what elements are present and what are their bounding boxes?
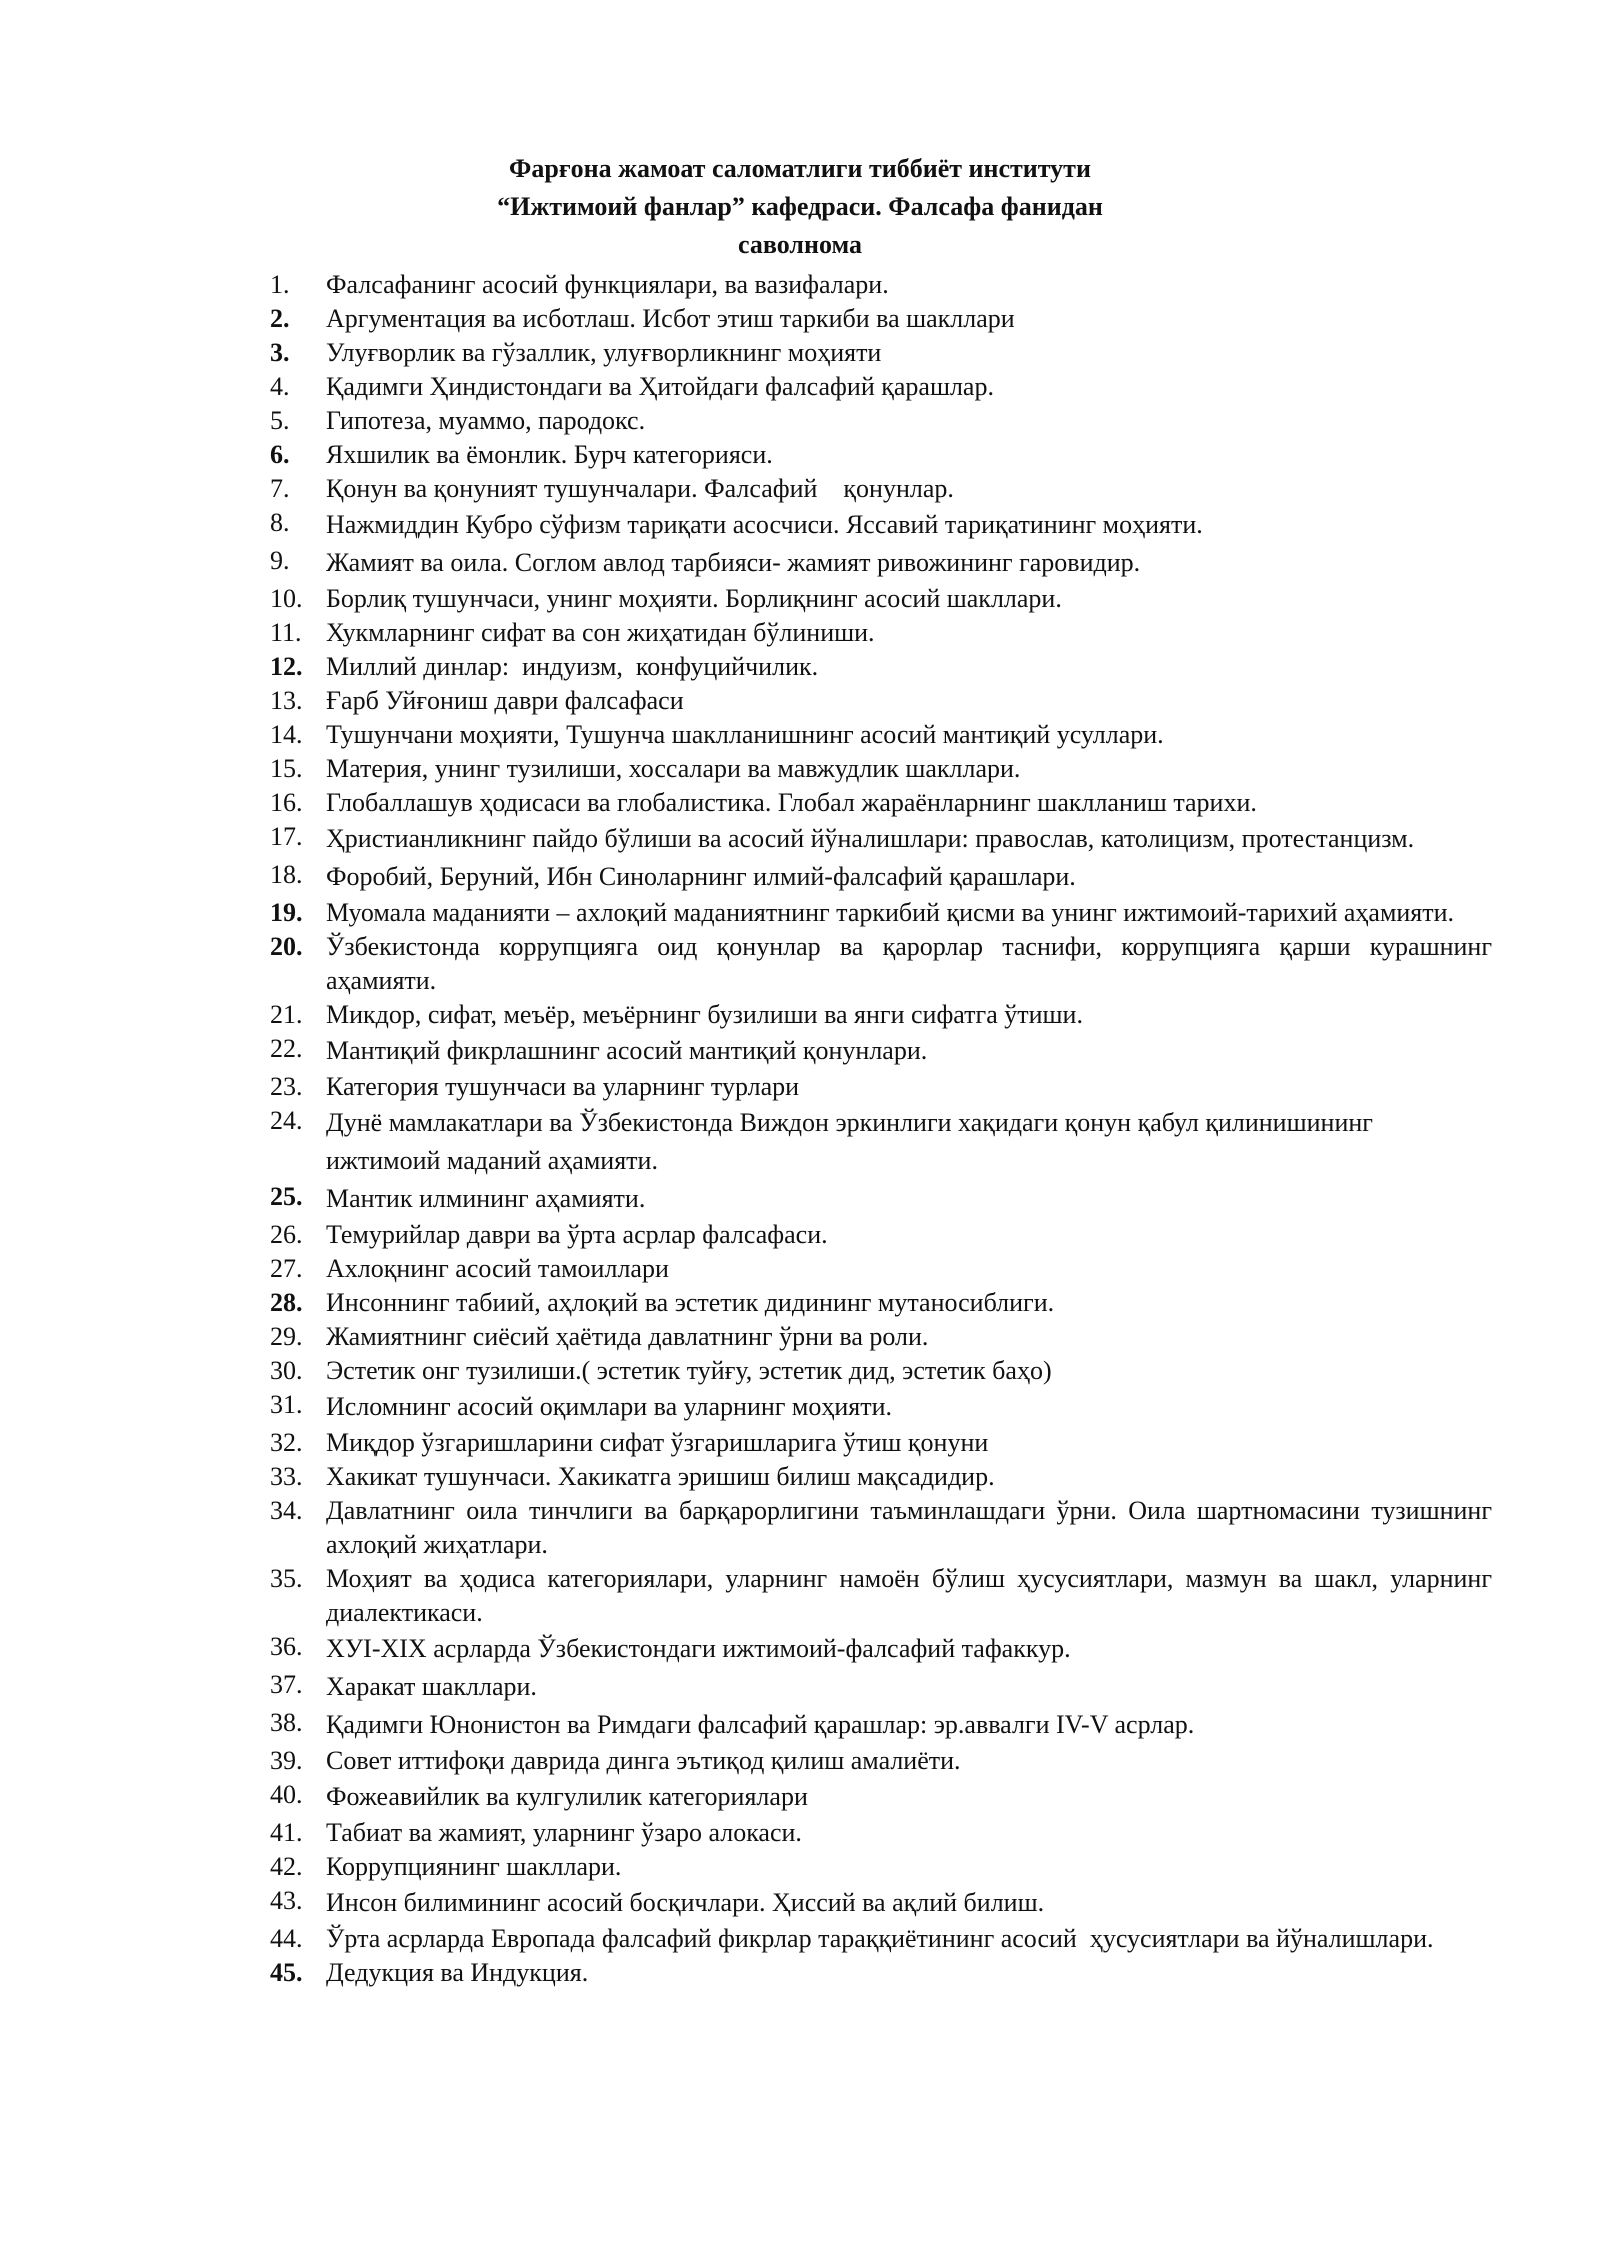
question-text: Хукмларнинг сифат ва сон жиҳатидан бўлиниши.: [326, 618, 875, 647]
question-number: 13.: [270, 686, 303, 715]
question-text: Фалсафанинг асосий функциялари, ва вазифалари.: [326, 270, 889, 299]
question-number: 31.: [270, 1390, 303, 1419]
question-text: Глобаллашув ҳодисаси ва глобалистика. Глобал жараёнларнинг шаклланиш тарихи.: [326, 788, 1257, 817]
question-text: Қонун ва қонуният тушунчалари. Фалсафий қонунлар.: [326, 474, 954, 503]
question-item: [270, 1706, 1492, 1744]
question-text: Форобий, Беруний, Ибн Синоларнинг илмий-фалсафий қарашлари.: [326, 862, 1076, 891]
question-item: [270, 1778, 1492, 1816]
question-text: Мантиқий фикрлашнинг асосий мантиқий қонунлари.: [326, 1036, 928, 1065]
question-item: [270, 896, 1492, 930]
question-text: Муомала маданияти – ахлоқий маданиятнинг таркибий қисми ва унинг ижтимоий-тарихий аҳамияти.: [326, 898, 1455, 927]
question-text: Гипотеза, муаммо, пародокс.: [326, 406, 646, 435]
question-item: [270, 472, 1492, 506]
question-item: [270, 1286, 1492, 1320]
question-text: Жамият ва оила. Соглом авлод тарбияси- жамият ривожининг гаровидир.: [326, 548, 1141, 577]
question-number: 36.: [270, 1632, 303, 1661]
question-item: [270, 1070, 1492, 1104]
question-number: 39.: [270, 1746, 303, 1775]
question-text: Борлиқ тушунчаси, унинг моҳияти. Борлиқнинг асосий шакллари.: [326, 584, 1062, 613]
question-item: [270, 1850, 1492, 1884]
question-item: [270, 1104, 1492, 1180]
question-text: Ўзбекистонда коррупцияга оид қонунлар ва қарорлар таснифи, коррупцияга қарши курашнинг аҳамияти.: [326, 932, 1492, 995]
question-number: 44.: [270, 1924, 303, 1953]
question-text: Нажмиддин Кубро сўфизм тариқати асосчиси. Яссавий тариқатининг моҳияти.: [326, 510, 1203, 539]
question-number: 29.: [270, 1322, 303, 1351]
question-text: Улуғворлик ва гўзаллик, улуғворликнинг моҳияти: [326, 338, 882, 367]
question-number: 17.: [270, 822, 303, 851]
question-text: Исломнинг асосий оқимлари ва уларнинг моҳияти.: [326, 1392, 893, 1421]
question-number: 42.: [270, 1852, 303, 1881]
question-item: [270, 438, 1492, 472]
question-item: [270, 506, 1492, 544]
question-item: [270, 752, 1492, 786]
question-number: 23.: [270, 1072, 303, 1101]
question-text: Темурийлар даври ва ўрта асрлар фалсафаси.: [326, 1220, 828, 1249]
question-text: Инсон билимининг асосий босқичлари. Ҳиссий ва ақлий билиш.: [326, 1888, 1045, 1917]
question-number: 15.: [270, 754, 303, 783]
question-number: 6.: [270, 440, 290, 469]
question-text: Табиат ва жамият, уларнинг ўзаро алокаси.: [326, 1818, 802, 1847]
question-number: 26.: [270, 1220, 303, 1249]
question-number: 9.: [270, 546, 290, 575]
question-text: Материя, унинг тузилиши, хоссалари ва мавжудлик шакллари.: [326, 754, 1021, 783]
question-number: 37.: [270, 1670, 303, 1699]
question-item: [270, 998, 1492, 1032]
question-text: Инсоннинг табиий, аҳлоқий ва эстетик дидининг мутаносиблиги.: [326, 1288, 1055, 1317]
question-number: 28.: [270, 1288, 303, 1317]
question-item: [270, 858, 1492, 896]
question-text: Ўрта асрларда Европада фалсафий фикрлар тараққиётининг асосий ҳусусиятлари ва йўналишлари.: [326, 1924, 1434, 1953]
question-number: 12.: [270, 652, 303, 681]
question-number: 7.: [270, 474, 290, 503]
question-item: [270, 582, 1492, 616]
question-text: Дедукция ва Индукция.: [326, 1958, 589, 1987]
question-item: [270, 1252, 1492, 1286]
question-number: 4.: [270, 372, 290, 401]
question-number: 35.: [270, 1564, 303, 1593]
institute-title: Фарғона жамоат саломатлиги тиббиёт институти: [509, 154, 1091, 183]
question-item: [270, 1744, 1492, 1778]
question-number: 45.: [270, 1958, 303, 1987]
question-number: 21.: [270, 1000, 303, 1029]
question-item: [270, 1388, 1492, 1426]
question-text: Миқдор ўзгаришларини сифат ўзгаришларига ўтиш қонуни: [326, 1428, 989, 1457]
question-item: [270, 1884, 1492, 1922]
question-text: Аргументация ва исботлаш. Исбот этиш таркиби ва шакллари: [326, 304, 1015, 333]
question-text: Мантик илмининг аҳамияти.: [326, 1184, 646, 1213]
question-number: 24.: [270, 1106, 303, 1135]
question-item: [270, 1180, 1492, 1218]
question-item: [270, 1668, 1492, 1706]
document-header: [0, 150, 1600, 264]
question-item: [270, 820, 1492, 858]
question-text: Қадимги Ҳиндистондаги ва Ҳитойдаги фалсафий қарашлар.: [326, 372, 994, 401]
question-item: [270, 718, 1492, 752]
question-item: [270, 1562, 1492, 1630]
question-text: Тушунчани моҳияти, Тушунча шаклланишнинг асосий мантиқий усуллари.: [326, 720, 1164, 749]
question-item: [270, 404, 1492, 438]
question-item: [270, 1320, 1492, 1354]
question-number: 43.: [270, 1886, 303, 1915]
question-number: 20.: [270, 932, 303, 961]
question-text: Ҳристианликнинг пайдо бўлиши ва асосий йўналишлари: православ, католицизм, протестанцизм.: [326, 824, 1415, 853]
question-number: 5.: [270, 406, 290, 435]
question-item: [270, 1354, 1492, 1388]
question-item: [270, 1922, 1492, 1956]
question-number: 2.: [270, 304, 290, 333]
question-item: [270, 370, 1492, 404]
question-text: Қадимги Юнонистон ва Римдаги фалсафий қарашлар: эр.аввалги IV-V асрлар.: [326, 1710, 1195, 1739]
question-text: Хакикат тушунчаси. Хакикатга эришиш билиш мақсадидир.: [326, 1462, 995, 1491]
question-number: 22.: [270, 1034, 303, 1063]
question-number: 1.: [270, 270, 290, 299]
question-number: 16.: [270, 788, 303, 817]
question-text: Ахлоқнинг асосий тамоиллари: [326, 1254, 669, 1283]
question-text: ХУI-XIX асрларда Ўзбекистондаги ижтимоий-фалсафий тафаккур.: [326, 1634, 1071, 1663]
question-text: Яхшилик ва ёмонлик. Бурч категорияси.: [326, 440, 773, 469]
question-item: [270, 1494, 1492, 1562]
question-text: Моҳият ва ҳодиса категориялари, уларнинг намоён бўлиш ҳусусиятлари, мазмун ва шакл, уларнинг диалектикаси.: [326, 1564, 1492, 1627]
question-number: 14.: [270, 720, 303, 749]
question-text: Харакат шакллари.: [326, 1672, 537, 1701]
question-item: [270, 930, 1492, 998]
question-text: Эстетик онг тузилиши.( эстетик туйғу, эстетик дид, эстетик баҳо): [326, 1356, 1052, 1385]
question-text: Дунё мамлакатлари ва Ўзбекистонда Виждон эркинлиги хақидаги қонун қабул қилинишининг ижтимоий маданий аҳамияти.: [326, 1108, 1373, 1175]
question-text: Категория тушунчаси ва уларнинг турлари: [326, 1072, 800, 1101]
question-number: 40.: [270, 1780, 303, 1809]
question-text: Фожеавийлик ва кулгулилик категориялари: [326, 1782, 808, 1811]
question-number: 8.: [270, 508, 290, 537]
question-item: [270, 302, 1492, 336]
question-number: 33.: [270, 1462, 303, 1491]
question-item: [270, 650, 1492, 684]
question-item: [270, 616, 1492, 650]
question-item: [270, 544, 1492, 582]
department-title: “Ижтимоий фанлар” кафедраси. Фалсафа фанидан: [497, 192, 1103, 221]
question-item: [270, 1218, 1492, 1252]
question-text: Микдор, сифат, меъёр, меъёрнинг бузилиши ва янги сифатга ўтиши.: [326, 1000, 1083, 1029]
question-number: 41.: [270, 1818, 303, 1847]
question-number: 38.: [270, 1708, 303, 1737]
question-item: [270, 336, 1492, 370]
question-item: [270, 1460, 1492, 1494]
question-number: 27.: [270, 1254, 303, 1283]
question-number: 30.: [270, 1356, 303, 1385]
question-item: [270, 1630, 1492, 1668]
question-number: 18.: [270, 860, 303, 889]
question-item: [270, 268, 1492, 302]
question-item: [270, 1956, 1492, 1990]
question-text: Ғарб Уйғониш даври фалсафаси: [326, 686, 684, 715]
question-number: 11.: [270, 618, 302, 647]
question-item: [270, 684, 1492, 718]
question-number: 34.: [270, 1496, 303, 1525]
question-text: Жамиятнинг сиёсий ҳаётида давлатнинг ўрни ва роли.: [326, 1322, 929, 1351]
question-number: 25.: [270, 1182, 303, 1211]
question-number: 19.: [270, 898, 303, 927]
question-item: [270, 786, 1492, 820]
question-number: 3.: [270, 338, 290, 367]
question-item: [270, 1032, 1492, 1070]
question-item: [270, 1816, 1492, 1850]
question-text: Давлатнинг оила тинчлиги ва барқарорлигини таъминлашдаги ўрни. Оила шартномасини тузишнинг ахлоқий жиҳатлари.: [326, 1496, 1492, 1559]
question-number: 32.: [270, 1428, 303, 1457]
question-text: Коррупциянинг шакллари.: [326, 1852, 622, 1881]
questionnaire-title: саволнома: [738, 230, 862, 259]
question-item: [270, 1426, 1492, 1460]
question-text: Миллий динлар: индуизм, конфуцийчилик.: [326, 652, 819, 681]
question-number: 10.: [270, 584, 303, 613]
question-text: Совет иттифоқи даврида динга эътиқод қилиш амалиёти.: [326, 1746, 961, 1775]
question-list: [270, 268, 1492, 1990]
